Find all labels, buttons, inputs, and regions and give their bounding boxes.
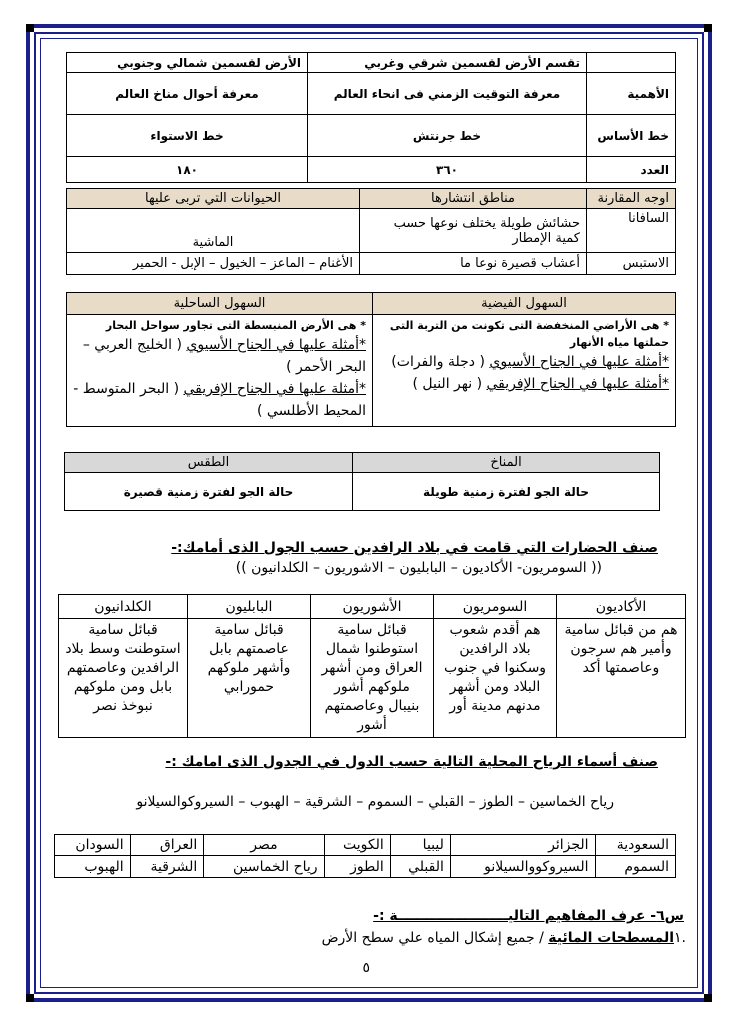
table-cell: السيروكووالسيلانو — [450, 856, 595, 878]
table-header: الكويت — [324, 835, 390, 856]
example-value: ( دجلة والفرات) — [391, 354, 490, 370]
table-cell: ٣٦٠ — [308, 157, 587, 183]
table-cell: حالة الجو لفترة زمنية قصيرة — [65, 473, 353, 511]
table-header: الأرض لقسمين شمالي وجنوبي — [67, 53, 308, 73]
hemispheres-table — [66, 52, 676, 183]
climate-weather-table — [64, 452, 660, 511]
table-cell: الطوز — [324, 856, 390, 878]
table-header: الأكاديون — [557, 595, 686, 619]
civilizations-list: (( السومريون- الأكاديون – البابليون – الاشوريون – الكلدانيون )) — [235, 560, 602, 576]
example-value: ( نهر النيل ) — [412, 376, 487, 392]
page-number: ٥ — [362, 960, 370, 976]
table-header: اوجه المقارنة — [587, 189, 676, 209]
definition-text: * هى الأراضي المنخفضة التى تكونت من التربة التى حملتها مياه الأنهار — [389, 319, 669, 349]
example-label: *أمثلة عليها في الجناح الإفريقي — [183, 381, 366, 397]
row-label: الاستبس — [587, 253, 676, 275]
civilizations-table — [58, 594, 686, 738]
example-label: *أمثلة عليها في الجناح الأسيوي — [489, 354, 669, 370]
table-cell: حشائش طويلة يختلف نوعها حسب كمية الإمطار — [360, 209, 587, 253]
table-cell: معرفة التوقيت الزمني فى انحاء العالم — [308, 73, 587, 115]
table-cell: قبائل سامية استوطنت وسط بلاد الرافدين وعاصمتهم بابل ومن ملوكهم نبوخذ نصر — [59, 619, 188, 738]
row-label: الأهمية — [587, 73, 676, 115]
table-header: الجزائر — [450, 835, 595, 856]
row-label: العدد — [587, 157, 676, 183]
table-header: الكلدانيون — [59, 595, 188, 619]
table-header: المناخ — [353, 453, 660, 473]
table-header: الحيوانات التي تربى عليها — [67, 189, 360, 209]
table-cell: أعشاب قصيرة نوعا ما — [360, 253, 587, 275]
table-header: الطقس — [65, 453, 353, 473]
corner-ornament — [26, 24, 34, 32]
example-label: *أمثلة عليها في الجناح الإفريقي — [486, 376, 669, 392]
example-label: *أمثلة عليها في الجناح الأسيوي — [186, 337, 366, 353]
table-cell: السموم — [595, 856, 675, 878]
table-header: مناطق انتشارها — [360, 189, 587, 209]
document-page — [40, 38, 698, 988]
table-header: السهول الفيضية — [373, 293, 676, 315]
table-cell: الأغنام – الماعز – الخيول – الإبل - الحمير — [67, 253, 360, 275]
table-cell — [587, 53, 676, 73]
winds-list: رياح الخماسين – الطوز – القبلي – السموم – الشرقية – الهبوب – السيروكوالسيلانو — [136, 794, 614, 810]
table-header: العراق — [130, 835, 204, 856]
table-cell: حالة الجو لفترة زمنية طويلة — [353, 473, 660, 511]
definition-item — [322, 930, 686, 946]
table-cell: خط الاستواء — [67, 115, 308, 157]
definitions-question: س٦- عرف المفاهيم التاليـــــــــــــــــــــــة :- — [373, 908, 684, 924]
corner-ornament — [26, 994, 34, 1002]
plains-table — [66, 292, 676, 427]
table-header: السودان — [55, 835, 131, 856]
definition-term: المسطحات المائية — [548, 930, 675, 946]
table-header: تقسم الأرض لقسمين شرقي وغربي — [308, 53, 587, 73]
item-number: .١ — [674, 930, 686, 946]
table-header: ليبيا — [390, 835, 450, 856]
table-cell: القبلي — [390, 856, 450, 878]
table-cell: ١٨٠ — [67, 157, 308, 183]
table-header: السهول الساحلية — [67, 293, 373, 315]
table-cell: الهبوب — [55, 856, 131, 878]
corner-ornament — [704, 24, 712, 32]
table-header: السومريون — [434, 595, 557, 619]
table-cell — [373, 315, 676, 427]
table-cell: هم من قبائل سامية وأمير هم سرجون وعاصمتها أكد — [557, 619, 686, 738]
definition-text: / جميع إشكال المياه علي سطح الأرض — [321, 930, 549, 946]
grasslands-table — [66, 188, 676, 275]
table-header: مصر — [204, 835, 324, 856]
table-cell: قبائل سامية عاصمتهم بابل وأشهر ملوكهم حمورابي — [188, 619, 311, 738]
winds-table — [54, 834, 676, 878]
table-cell: معرفة أحوال مناخ العالم — [67, 73, 308, 115]
table-cell — [67, 315, 373, 427]
table-cell: خط جرنتش — [308, 115, 587, 157]
definition-text: * هى الأرض المنبسطة التى تجاور سواحل البحار — [105, 319, 366, 332]
example-value: ( البحر المتوسط - المحيط الأطلسي ) — [73, 381, 366, 419]
table-header: البابليون — [188, 595, 311, 619]
table-cell: قبائل سامية استوطنوا شمال العراق ومن أشهر ملوكهم أشور بنيبال وعاصمتهم أشور — [311, 619, 434, 738]
table-cell: الماشية — [67, 209, 360, 253]
table-cell: هم أقدم شعوب بلاد الرافدين وسكنوا في جنوب البلاد ومن أشهر مدنهم مدينة أور — [434, 619, 557, 738]
row-label: خط الأساس — [587, 115, 676, 157]
table-cell: رياح الخماسين — [204, 856, 324, 878]
table-header: السعودية — [595, 835, 675, 856]
row-label: السافانا — [587, 209, 676, 253]
table-header: الأشوريون — [311, 595, 434, 619]
winds-question: صنف أسماء الرياح المحلية التالية حسب الدول في الجدول الذى امامك :- — [165, 754, 658, 770]
example-value: ( الخليج العربي – البحر الأحمر ) — [82, 337, 366, 375]
civilizations-question: صنف الحضارات التي قامت في بلاد الرافدين حسب الجول الذى أمامك:- — [171, 540, 658, 556]
table-cell: الشرقية — [130, 856, 204, 878]
corner-ornament — [704, 994, 712, 1002]
